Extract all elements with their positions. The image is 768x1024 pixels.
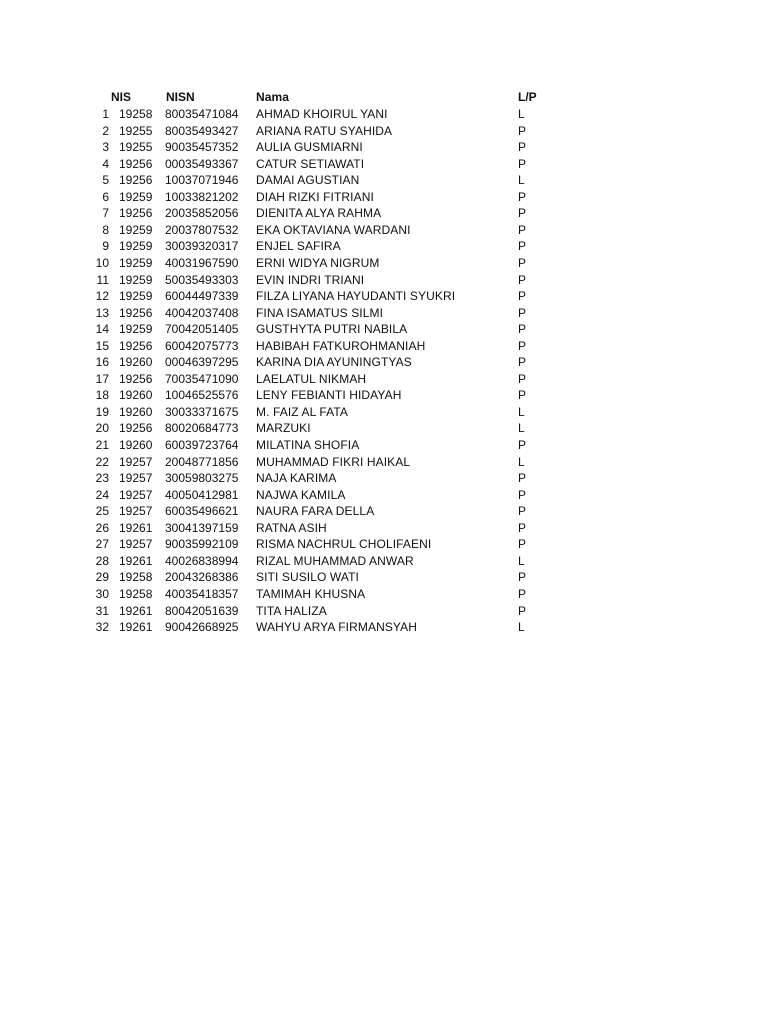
row-nisn: 60035496621 [165,504,239,519]
row-nis: 19261 [119,553,153,568]
table-row [0,189,768,206]
table-row [0,420,768,437]
table-row [0,255,768,272]
row-nama: RATNA ASIH [256,520,327,535]
row-nis: 19255 [119,123,153,138]
row-nis: 19259 [119,255,153,270]
table-row [0,305,768,322]
row-number: 24 [95,487,109,502]
row-nisn: 80035471084 [165,107,239,121]
row-nis: 19257 [119,537,153,552]
row-lp: P [518,504,527,519]
row-lp: P [518,239,527,254]
table-row [0,338,768,355]
row-lp: L [518,404,525,419]
header-nama: Nama [256,90,290,104]
table-row [0,139,768,156]
row-lp: L [518,553,525,568]
row-lp: P [518,520,527,535]
row-nisn: 60039723764 [165,438,239,452]
row-nisn: 50035493303 [165,272,239,287]
row-lp: P [518,570,527,585]
row-number: 15 [95,338,109,353]
row-nama: DAMAI AGUSTIAN [256,173,360,188]
row-lp: P [518,206,527,221]
table-row [0,371,768,388]
row-lp: P [518,338,527,353]
table-row [0,404,768,421]
table-row [0,603,768,620]
row-nama: CATUR SETIAWATI [256,156,365,171]
header-lp: L/P [518,90,537,104]
row-nis: 19260 [119,404,153,419]
row-number: 12 [95,289,109,304]
row-nisn: 40026838994 [165,553,239,568]
row-nisn: 60044497339 [165,289,239,304]
row-nama: RIZAL MUHAMMAD ANWAR [256,553,414,568]
row-nis: 19261 [119,603,153,618]
table-header [0,89,768,106]
row-nis: 19259 [119,289,153,304]
row-number: 17 [95,371,109,386]
row-lp: L [518,620,525,635]
table-row [0,156,768,173]
row-nis: 19256 [119,421,153,436]
row-nama: AULIA GUSMIARNI [256,140,363,155]
row-nisn: 70035471090 [165,371,239,386]
row-lp: P [518,289,527,304]
row-nama: FINA ISAMATUS SILMI [256,305,384,320]
table-row [0,520,768,537]
row-nisn: 20043268386 [165,570,239,585]
row-nama: SITI SUSILO WATI [256,570,359,585]
table-row [0,569,768,586]
row-nisn: 30059803275 [165,471,239,486]
row-nisn: 30041397159 [165,520,239,535]
row-number: 29 [95,570,109,585]
row-lp: L [518,454,525,469]
row-nisn: 80020684773 [165,421,239,436]
row-nis: 19258 [119,586,153,601]
table-row [0,503,768,520]
row-number: 6 [102,189,109,204]
row-number: 5 [102,173,109,188]
row-number: 14 [95,322,109,337]
row-nis: 19257 [119,504,153,519]
row-nis: 19256 [119,305,153,320]
row-number: 22 [95,454,109,469]
row-nis: 19258 [119,107,153,121]
table-row [0,123,768,140]
row-number: 7 [102,206,109,221]
row-number: 27 [95,537,109,552]
row-number: 25 [95,504,109,519]
row-nama: NAJWA KAMILA [256,487,346,502]
table-row [0,222,768,239]
row-nis: 19256 [119,206,153,221]
row-nis: 19260 [119,388,153,403]
row-lp: P [518,355,527,370]
table-row [0,586,768,603]
row-number: 32 [95,620,109,635]
row-nama: EVIN INDRI TRIANI [256,272,365,287]
row-number: 30 [95,586,109,601]
row-number: 3 [102,140,109,155]
row-nisn: 80042051639 [165,603,239,618]
row-nis: 19260 [119,355,153,370]
table-row [0,553,768,570]
row-nis: 19256 [119,173,153,188]
row-number: 28 [95,553,109,568]
row-nisn: 90035457352 [165,140,239,155]
row-lp: P [518,371,527,386]
row-number: 2 [102,123,109,138]
table-row [0,536,768,553]
table-row [0,387,768,404]
row-nisn: 70042051405 [165,322,239,337]
row-lp: L [518,173,525,188]
row-number: 4 [102,156,109,171]
row-nis: 19256 [119,371,153,386]
row-nisn: 40050412981 [165,487,239,502]
table-row [0,321,768,338]
row-nis: 19256 [119,338,153,353]
row-nama: GUSTHYTA PUTRI NABILA [256,322,408,337]
row-number: 10 [95,255,109,270]
table-row [0,437,768,454]
row-nis: 19255 [119,140,153,155]
row-number: 11 [96,272,109,287]
row-nama: FILZA LIYANA HAYUDANTI SYUKRI [256,289,456,304]
table-row [0,354,768,371]
row-nama: TAMIMAH KHUSNA [256,586,366,601]
row-lp: P [518,603,527,618]
row-nisn: 10046525576 [165,388,239,403]
row-number: 8 [102,222,109,237]
row-nisn: 40035418357 [165,586,239,601]
table-row [0,272,768,289]
row-lp: P [518,140,527,155]
row-nisn: 40042037408 [165,305,239,320]
row-nisn: 30033371675 [165,404,239,419]
row-nama: M. FAIZ AL FATA [256,404,348,419]
row-nama: HABIBAH FATKUROHMANIAH [256,338,426,353]
row-lp: P [518,255,527,270]
row-nisn: 10037071946 [165,173,239,188]
row-nis: 19257 [119,471,153,486]
row-nama: LAELATUL NIKMAH [256,371,367,386]
row-nisn: 20035852056 [165,206,239,221]
row-nama: AHMAD KHOIRUL YANI [256,107,388,121]
row-number: 20 [95,421,109,436]
table-row [0,205,768,222]
table-row [0,454,768,471]
row-nis: 19259 [119,189,153,204]
row-nama: DIENITA ALYA RAHMA [256,206,382,221]
row-nis: 19257 [119,487,153,502]
row-lp: P [518,388,527,403]
row-lp: L [518,421,525,436]
row-lp: P [518,586,527,601]
row-number: 9 [102,239,109,254]
row-lp: P [518,305,527,320]
row-nama: EKA OKTAVIANA WARDANI [256,222,411,237]
row-nama: RISMA NACHRUL CHOLIFAENI [256,537,432,552]
row-nis: 19261 [119,520,153,535]
row-lp: P [518,537,527,552]
row-nisn: 80035493427 [165,123,239,138]
row-nama: MARZUKI [256,421,311,436]
row-number: 13 [95,305,109,320]
row-nisn: 90042668925 [165,620,239,635]
row-nama: NAURA FARA DELLA [256,504,375,519]
row-nama: KARINA DIA AYUNINGTYAS [256,355,412,370]
header-nis: NIS [111,90,132,104]
row-lp: P [518,272,527,287]
row-nama: ARIANA RATU SYAHIDA [256,123,393,138]
row-nis: 19259 [119,222,153,237]
row-nisn: 20048771856 [165,454,239,469]
row-lp: P [518,487,527,502]
row-number: 23 [95,471,109,486]
row-nis: 19260 [119,438,153,452]
row-number: 16 [95,355,109,370]
row-nisn: 20037807532 [165,222,239,237]
row-number: 21 [95,438,109,452]
row-lp: P [518,123,527,138]
table-row [0,106,768,123]
row-nisn: 30039320317 [165,239,239,254]
row-nis: 19256 [119,156,153,171]
table-row [0,470,768,487]
row-lp: P [518,438,527,452]
table-row [0,487,768,504]
row-nama: NAJA KARIMA [256,471,337,486]
row-lp: P [518,156,527,171]
row-nama: MUHAMMAD FIKRI HAIKAL [256,454,411,469]
row-nama: WAHYU ARYA FIRMANSYAH [256,620,418,635]
row-nisn: 90035992109 [165,537,239,552]
row-number: 1 [102,107,109,121]
row-nis: 19259 [119,239,153,254]
table-row [0,172,768,189]
row-nisn: 00046397295 [165,355,239,370]
row-number: 31 [95,603,109,618]
row-nis: 19258 [119,570,153,585]
row-nisn: 40031967590 [165,255,239,270]
row-nis: 19259 [119,322,153,337]
row-lp: P [518,222,527,237]
row-lp: P [518,322,527,337]
row-nama: ENJEL SAFIRA [256,239,341,254]
row-number: 18 [95,388,109,403]
table-row [0,288,768,305]
row-nama: TITA HALIZA [256,603,327,618]
row-nama: DIAH RIZKI FITRIANI [256,189,374,204]
table-row [0,238,768,255]
row-nisn: 60042075773 [165,338,239,353]
row-nisn: 00035493367 [165,156,239,171]
row-nama: ERNI WIDYA NIGRUM [256,255,380,270]
row-lp: P [518,471,527,486]
row-lp: L [518,107,525,121]
row-nama: LENY FEBIANTI HIDAYAH [256,388,402,403]
row-number: 19 [95,404,109,419]
table-row [0,619,768,636]
header-nisn: NISN [166,90,195,104]
row-nisn: 10033821202 [165,189,239,204]
row-nis: 19261 [119,620,153,635]
row-lp: P [518,189,527,204]
row-number: 26 [95,520,109,535]
row-nis: 19259 [119,272,153,287]
row-nis: 19257 [119,454,153,469]
row-nama: MILATINA SHOFIA [256,438,360,452]
